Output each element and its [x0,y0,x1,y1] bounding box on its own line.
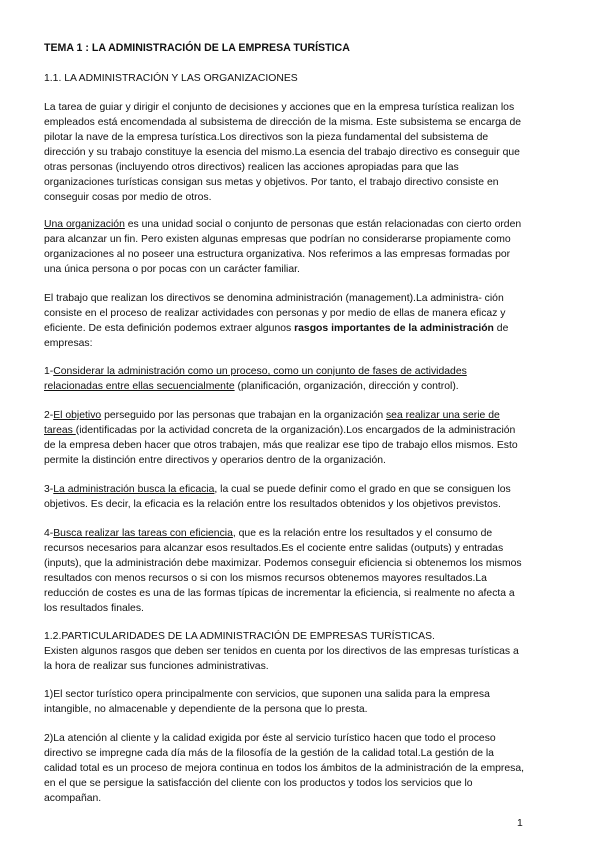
item-number: 2- [44,410,54,421]
text-span: , que es la relación entre los resultados y el consumo de [232,528,493,539]
text-line: 2)La atención al cliente y la calidad exigida por éste al servicio turístico hacen que todo el proceso [44,733,496,744]
text-line: permite la distinción entre directivos y operarios dentro de la organización. [44,455,386,466]
text-line [44,365,559,379]
text-line [44,527,559,541]
text-line: 1)El sector turístico opera principalmente con servicios, que suponen una salida para la empresa [44,689,490,700]
underlined-text: El objetivo [53,410,102,421]
text-span: , la cual se puede definir como el grado en que se consiguen los [214,484,511,495]
text-line: consiste en el proceso de realizar actividades con personas y por medio de ellas de manera eficaz y [44,308,506,319]
text-line [44,409,559,423]
text-span: eficiente. De esta definición podemos extraer algunos [44,323,295,334]
item-number: 1- [44,366,54,377]
text-line: reducción de costes es una de las formas típicas de incrementar la eficiencia, si realmente no afecta a [44,588,515,599]
text-line: en el que se persigue la satisfacción del cliente con los productos y todos los servicios que lo [44,778,473,789]
text-line: organizaciones turísticas consigan sus metas y objetivos. Por tanto, el trabajo directivo consiste en [44,177,499,188]
text-span: perseguido por las personas que trabajan en la organización [101,410,386,421]
text-line: directivo se impregne cada día más de la filosofía de la gestión de la calidad total.La gestión de la [44,748,494,759]
text-line: organizaciones al no poseer una estructura organizativa. Nos referimos a las empresas formadas por [44,249,511,260]
document-title: TEMA 1 : LA ADMINISTRACIÓN DE LA EMPRESA TURÍSTICA [44,42,350,54]
text-line: de la empresa deben hacer que otros trabajen, más que realizar ese tipo de trabajo ellos mismos. Esto [44,440,518,451]
item-number: 3- [44,484,54,495]
underlined-text: relacionadas entre ellas secuencialmente [44,381,235,392]
text-line: recursos necesarios para alcanzar esos resultados.Es el cociente entre salidas (outputs) y entradas [44,543,504,554]
text-line: pilotar la nave de la empresa turística.Los directivos son la pieza fundamental del subsistema de [44,132,489,143]
text-line: objetivos. Es decir, la eficacia es la relación entre los resultados obtenidos y los objetivos previstos. [44,499,501,510]
text-line: empresas: [44,338,93,349]
text-line [44,380,559,394]
text-line: calidad total es un proceso de mejora continua en todos los ámbitos de la administración de la empresa, [44,763,524,774]
text-line: El trabajo que realizan los directivos se denomina administración (management).La administra- ción [44,293,504,304]
underlined-text: La administración busca la eficacia [53,484,215,495]
section-heading-1-1: 1.1. LA ADMINISTRACIÓN Y LAS ORGANIZACIONES [44,73,298,84]
text-line [44,218,559,232]
text-line [44,483,559,497]
underlined-text: sea realizar una serie de [385,410,500,421]
bold-rasgos: rasgos importantes de la administración [294,323,494,334]
text-line [44,424,559,438]
text-line: empleados está encomendada al subsistema de dirección de la misma. Este subsistema se encarga de [44,117,522,128]
text-line: resultados con menos recursos o si con los mismos recursos obtenemos mayores resultados.La [44,573,487,584]
text-span: (planificación, organización, dirección y control). [234,381,459,392]
text-line: dirección y su trabajo constituye la esencia del mismo.La esencia del trabajo directivo es conseguir que [44,147,520,158]
text-line: acompañan. [44,793,102,804]
item-number: 4- [44,528,54,539]
text-line: (inputs), que la administración debe maximizar. Podemos conseguir eficiencia si obtenemos los mismos [44,558,522,569]
text-line [44,322,559,336]
text-line: una única persona o por pocas con un carácter familiar. [44,264,300,275]
text-line: Existen algunos rasgos que deben ser tenidos en cuenta por los directivos de las empresas turísticas a [44,646,519,657]
section-heading-1-2: 1.2.PARTICULARIDADES DE LA ADMINISTRACIÓN DE EMPRESAS TURÍSTICAS. [44,631,435,642]
text-span: (identificadas por la actividad concreta de la organización).Los encargados de la administración [75,425,516,436]
text-line: conseguir cosas por medio de otros. [44,192,212,203]
text-line: los resultados finales. [44,603,144,614]
text-span: es una unidad social o conjunto de personas que están relacionadas con cierto orden [124,219,522,230]
text-span: de [496,323,509,334]
text-line: para alcanzar un fin. Pero existen algunas empresas que podrían no considerarse propiamente como [44,234,511,245]
text-line: la hora de realizar sus funciones administrativas. [44,661,269,672]
underlined-text: Considerar la administración como un proceso, como un conjunto de fases de actividades [53,366,467,377]
text-line: otras personas (incluyendo otros directivos) realicen las acciones apropiadas para que las [44,162,459,173]
text-line: La tarea de guiar y dirigir el conjunto de decisiones y acciones que en la empresa turística realizan los [44,102,515,113]
text-line: intangible, no almacenable y dependiente de la persona que lo presta. [44,704,368,715]
term-organizacion: Una organización [44,219,125,230]
page-number: 1 [517,818,523,829]
underlined-text: tareas [44,425,76,436]
underlined-text: Busca realizar las tareas con eficiencia [53,528,233,539]
